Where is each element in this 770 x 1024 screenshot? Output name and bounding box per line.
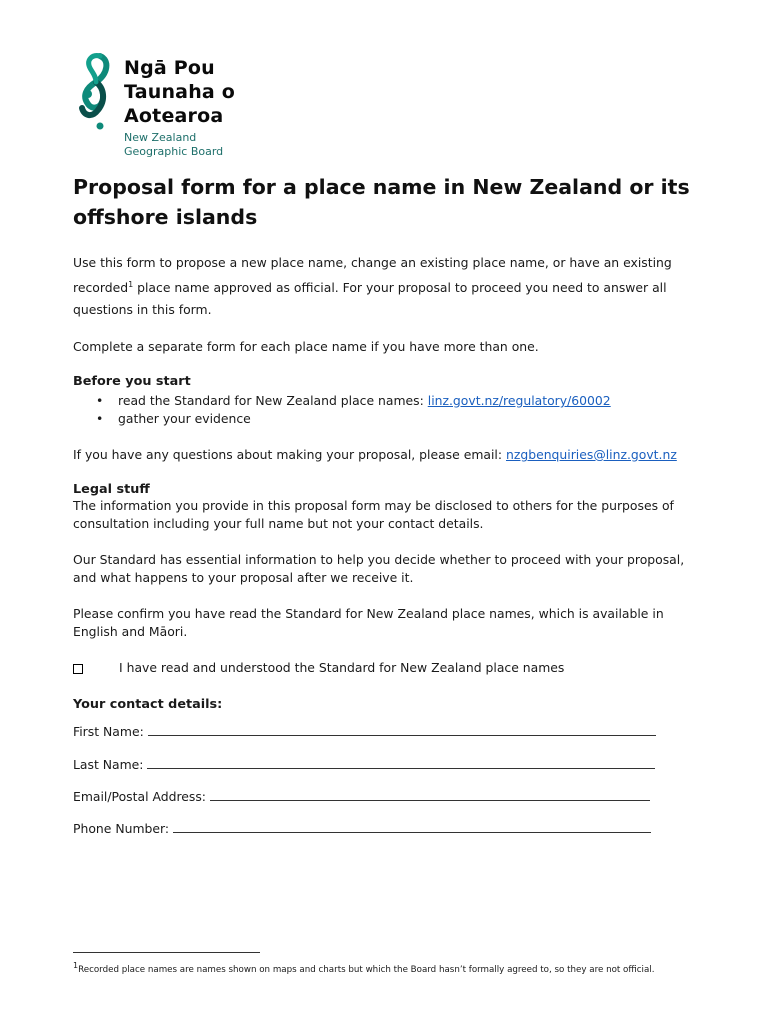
phone-row: [73, 820, 651, 836]
standard-link[interactable]: linz.govt.nz/regulatory/60002: [427, 393, 611, 408]
page-title: Proposal form for a place name in New Zealand or its offshore islands: [73, 175, 690, 229]
footnote-divider: [73, 952, 260, 953]
phone-field[interactable]: [173, 820, 651, 833]
footnote-number: 1: [73, 961, 79, 970]
logo-mark: [76, 52, 112, 136]
legal-paragraph-1: The information you provide in this proposal form may be disclosed to others for the purposes of consultation including your full name but not your contact details.: [73, 498, 674, 531]
address-field[interactable]: [210, 788, 650, 801]
last-name-row: [73, 756, 655, 772]
footnote-ref: 1: [128, 280, 134, 289]
logo-sub-2: Geographic Board: [124, 145, 224, 158]
questions-paragraph: [73, 444, 698, 466]
intro-paragraph: [73, 252, 698, 321]
legal-heading: Legal stuff: [73, 482, 150, 497]
before-list: [96, 392, 611, 428]
footnote-text: Recorded place names are names shown on maps and charts but which the Board hasn’t formally agreed to, so they are not official.: [78, 964, 655, 975]
first-name-row: [73, 723, 656, 739]
last-name-field[interactable]: [147, 756, 655, 769]
confirm-checkbox-label: I have read and understood the Standard for New Zealand place names: [119, 660, 565, 675]
confirm-checkbox[interactable]: [73, 664, 83, 674]
logo-sub-1: New Zealand: [124, 131, 197, 144]
logo-line-2: Taunaha o: [124, 81, 236, 103]
before-item-1-text: read the Standard for New Zealand place names:: [118, 393, 428, 408]
contact-heading: Your contact details:: [73, 697, 223, 712]
address-row: [73, 788, 650, 804]
nzgb-logo-icon: [76, 52, 112, 132]
first-name-field[interactable]: [148, 723, 656, 736]
legal-paragraph-2: Our Standard has essential information to help you decide whether to proceed with your proposal, and what happens to your proposal after we receive it.: [73, 552, 685, 585]
footnote: [73, 961, 654, 975]
questions-text: If you have any questions about making your proposal, please email:: [73, 447, 506, 462]
address-label: Email/Postal Address:: [73, 789, 206, 804]
logo-text: [124, 56, 235, 159]
separate-form-note: Complete a separate form for each place name if you have more than one.: [73, 339, 539, 354]
intro-text-2: place name approved as official. For your proposal to proceed you need to answer all questions in this form.: [73, 280, 667, 318]
list-item: [96, 392, 611, 410]
intro-text-1: Use this form to propose a new place name, change an existing place name, or have an existing recorded: [73, 255, 672, 296]
logo-line-1: Ngā Pou: [124, 57, 215, 79]
before-item-2-text: gather your evidence: [118, 411, 251, 426]
last-name-label: Last Name:: [73, 757, 144, 772]
phone-label: Phone Number:: [73, 821, 170, 836]
list-item: [96, 410, 611, 428]
legal-paragraph-3: Please confirm you have read the Standard for New Zealand place names, which is available in English and Māori.: [73, 606, 664, 639]
logo-line-3: Aotearoa: [124, 105, 224, 127]
before-heading: Before you start: [73, 374, 191, 389]
email-link[interactable]: nzgbenquiries@linz.govt.nz: [505, 447, 677, 462]
first-name-label: First Name:: [73, 724, 144, 739]
